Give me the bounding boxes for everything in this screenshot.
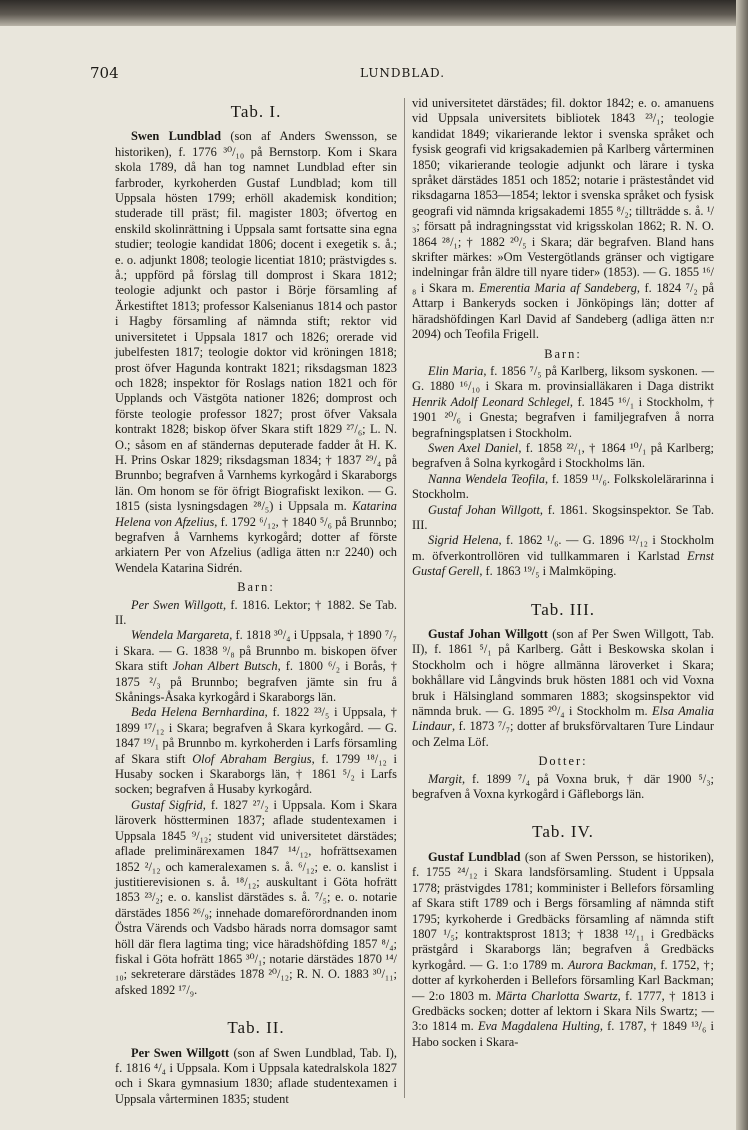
text-run: , f. 1861. Skogsinspektor. Se Tab. III.	[412, 502, 714, 532]
text-run: , f. 1899 ⁷/₄ på Voxna bruk, † där 1900 ⁵/₃; begrafven å Voxna kyrkogård i Gäfleborgs län.	[412, 771, 714, 802]
person-name: Swen Lundblad	[131, 129, 221, 144]
text-run: , f. 1822 ²³/₅ i Uppsala, † 1899 ¹⁷/₁₂ i Skara; begrafven å Skara kyrkogård. — G. 1847 ¹⁹/₁ på Brunnbo m. kyrkoherden i Larfs församling af Skara stift	[115, 705, 397, 766]
italic-name: Aurora Backman	[567, 957, 654, 972]
text-run: , f. 1799 ¹⁸/₁₂ i Husaby socken i Skaraborgs län, † 1861 ⁵/₂ i Larfs socken; begrafven å Husaby kyrkogård.	[115, 751, 397, 797]
text-run: , f. 1824 ⁷/₂ på Attarp i Bankeryds socken i Jönköpings län; dotter af häradshöfdingen Karl David af Sandeberg (adliga ätten n:r 2094) och Teofila Frigell.	[412, 280, 715, 342]
child-entry	[115, 798, 397, 998]
italic-name: Margit	[428, 771, 462, 786]
text-run: , f. 1792 ⁶/₁₂, † 1840 ⁵/₆ på Brunnbo; begrafven å Varnhems kyrkogård; dotter af förste arkiatern Per von Afzelius (adliga ätten n:r 2240) och Wendela Katarina Sidrén.	[115, 514, 397, 575]
right-column	[412, 96, 714, 1050]
italic-name: Märta Charlotta Swartz	[495, 988, 618, 1003]
text-run: (son af Swen Persson, se historiken), f. 1755 ²⁴/₁₂ i Skara landsförsamling. Student i Uppsala 1778; prästvigdes 1781; komminister i Bellefors församling af Skara stift 1789 och i Bergs församling af nämnda stift 1795; kyrkoherde i Gredbäcks församling af nämnda stift 1807 ¹/₅; kontraktsprost 1813; † 1838 ¹²/₁₁ i Gredbäcks prästgård i Skaraborgs län; begrafven å Gredbäcks kyrkogård. — G. 1:o 1789 m.	[412, 849, 714, 972]
text-run: , f. 1827 ²⁷/₂ i Uppsala. Kom i Skara läroverk höstterminen 1837; aflade studentexamen i Uppsala 1845 ⁹/₁₂; student vid universitetet därstädes; aflade preliminärexamen 1847 ¹⁴/₁₂, hofrättsexamen 1852 ²/₁₂ och kameralexamen s. å. ⁶/₁₂; e. o. kanslist i justitierevisionen s. å. ¹⁸/₁₂; auskultant i Göta hofrätt 1853 ²³/₂; e. o. kanslist därstädes s. å. ⁷/₅; e. o. notarie därstädes 1856 ²⁶/₉; innehade domareförordnanden inom Östra Värends och Vadsbo härads norra domsagor samt höll där flera lagtima ting; vice häradshöfding 1857 ⁸/₄; fiskal i Göta hofrätt 1865 ³⁰/₁; notarie därstädes 1870 ¹⁴/₁₀; sekreterare därstädes 1878 ²⁰/₁₂; R. N. O. 1883 ³⁰/₁₁; afsked 1892 ¹⁷/₉.	[115, 797, 397, 997]
children-label: Barn:	[237, 580, 275, 595]
text-run: (son af Per Swen Willgott, Tab. II), f. 1861 ⁵/₁ på Karlberg. Gått i Beskowska skolan i Stockholm och i högre allmänna läroverket i Skara; bokhållare vid Långvinds bruk hösten 1881 och vid Voxna bruk i Hälsingland sommaren 1883; skogsinspektor vid nämnda bruk. — G. 1895 ²⁰/₄ i Stockholm m.	[412, 627, 714, 719]
italic-name: Per Swen Willgott	[131, 597, 223, 612]
tab-heading: Tab. IV.	[532, 822, 594, 842]
child-entry	[412, 772, 714, 803]
text-run: , f. 1862 ¹/₆. — G. 1896 ¹²/₁₂ i Stockholm m. öfverkontrollören vid tullkammaren i Karlstad	[412, 533, 714, 563]
page-top-edge	[0, 0, 748, 26]
running-head: LUNDBLAD.	[360, 66, 446, 80]
entry-paragraph	[115, 129, 397, 576]
entry-paragraph	[115, 1046, 397, 1108]
text-run: , f. 1873 ⁷/₇; dotter af bruksförvaltaren Ture Lindaur och Zelma Löf.	[412, 719, 714, 749]
text-run: , f. 1777, † 1813 i Gredbäcks socken; dotter af lektorn i Skara Nils Swartz; — 3:o 1814 m.	[412, 988, 715, 1034]
child-entry	[412, 441, 714, 472]
italic-name: Gustaf Johan Willgott	[428, 502, 540, 517]
text-run: vid universitetet därstädes; fil. doktor 1842; e. o. amanuens vid Uppsala universitets bibliotek 1843 ²³/₁; teologie kandidat 1849; vikarierande lektor i svenska språket och fysisk geografi vid krigsakademien på Karlberg vårterminen 1850; vikarierande teologie adjunkt och lärare i tyska språket därstädes 1851 och 1852; notarie i prästeståndet vid riksdagarna 1853—1854; lektor i svenska språket och fysisk geografi vid nämnda krigsakademi 1855 ⁸/₂; tillträdde s. å. ¹/₃; försatt på indragningsstat vid krigsskolan 1862; R. N. O. 1864 ²⁸/₁; † 1882 ²⁰/₅ i Skara; där begrafven. Bland hans skrifter märkes: »Om Vestergötlands gränser och vigtigare indelningar från äldre till nyare tider» (1853). — G. 1855 ¹⁶/₈ i Skara m.	[412, 96, 714, 295]
text-run: , f. 1859 ¹¹/₆. Folkskolelärarinna i Stockholm.	[412, 471, 714, 502]
italic-name: Henrik Adolf Leonard Schlegel	[412, 394, 570, 409]
person-name: Gustaf Johan Willgott	[428, 627, 548, 641]
book-spine-edge	[736, 0, 748, 1130]
italic-name: Johan Albert Butsch	[172, 659, 278, 674]
child-entry	[412, 364, 714, 441]
italic-name: Wendela Margareta	[131, 628, 230, 643]
tab-heading: Tab. II.	[227, 1018, 285, 1038]
italic-name: Swen Axel Daniel	[428, 440, 519, 455]
child-entry	[115, 598, 397, 629]
child-entry	[115, 628, 397, 705]
entry-paragraph	[412, 627, 714, 750]
text-run: , f. 1787, † 1849 ¹³/₆ i Habo socken i Skara-	[412, 1019, 714, 1049]
text-run: , f. 1858 ²²/₁, † 1864 ¹⁰/₁ på Karlberg; begrafven å Solna kyrkogård i Stockholms län.	[412, 440, 714, 471]
text-run: , f. 1863 ¹⁹/₅ i Malmköping.	[479, 564, 617, 579]
italic-name: Beda Helena Bernhardina	[131, 705, 265, 720]
continued-paragraph	[412, 96, 714, 343]
children-label: Barn:	[544, 346, 582, 361]
text-run: , f. 1800 ⁶/₂ i Borås, † 1875 ²/₃ på Brunnbo; begrafven jämte sin fru å Skånings-Åsaka kyrkogård i Skaraborgs län.	[115, 659, 397, 705]
italic-name: Gustaf Sigfrid	[131, 797, 203, 812]
italic-name: Ernst Gustaf Gerell	[412, 548, 714, 579]
italic-name: Katarina Helena von Afzelius	[115, 499, 397, 529]
entry-paragraph	[412, 850, 714, 1050]
text-run: , f. 1845 ¹⁶/₁ i Stockholm, † 1901 ²⁰/₆ i Gnesta; begrafven i familjegrafven å norra begrafningsplatsen i Stockholm.	[412, 394, 715, 440]
italic-name: Emerentia Maria af Sandeberg	[478, 280, 637, 295]
text-run: , f. 1818 ³⁰/₄ i Uppsala, † 1890 ⁷/₇ i Skara. — G. 1838 ⁹/₈ på Brunnbo m. biskopen öfver Skara stift	[115, 628, 397, 674]
italic-name: Olof Abraham Bergius	[192, 751, 312, 766]
column-divider	[404, 98, 405, 1098]
text-run: , f. 1752, †; dotter af kyrkoherden i Bellefors församling Karl Backman; — 2:o 1803 m.	[412, 957, 714, 1003]
text-run: , f. 1816. Lektor; † 1882. Se Tab. II.	[115, 597, 397, 627]
child-entry	[412, 533, 714, 579]
page-number: 704	[90, 64, 119, 82]
italic-name: Elsa Amalia Lindaur	[412, 704, 714, 734]
italic-name: Elin Maria	[428, 363, 484, 378]
person-name: Per Swen Willgott	[131, 1045, 230, 1060]
left-column	[115, 96, 397, 1107]
text-run: (son af Anders Swensson, se historiken), f. 1776 ³⁰/₁₀ på Bernstorp. Kom i Skara skola 1789, då han tog namnet Lundblad efter sin farbroder, kyrkoherden Gustaf Lundblad; kom till Uppsala hösten 1799; erhöll akademisk kondition; studerade till präst; fil. magister 1803; öfvertog en enskild skolinrättning i Uppsala samt fortsatte sina egna studier; teologie kandidat 1806; docent i exegetik s. å.; e. o. adjunkt 1808; teologie licentiat 1810; prästvigdes s. å.; uppförd på förslag till domprost i Skara 1812; teologie adjunkt och pastor i Börje församling af Ärkestiftet 1813; professor Kalsenianus 1814 och pastor i Hagby församling af nämnda stift; rektor vid universitetet i Uppsala 1817 och 1826; orerade vid jubelfesten 1817; teologie doktor vid kröningen 1818; prost öfver Hagunda kontrakt 1821; riksdagsman 1823 och 1828; inspektor för Roslags nation 1821 och för Upplands och Västgöta nationer 1826; domprost och förste teologie professor 1827; prost öfver Vaksala kontrakt 1828; biskop öfver Skara stift 1829 ²⁷/₆; L. N. O.; såsom en af ständernas deputerade fadder åt H. K. H. Prins Oskar 1829; riksdagsman 1834; † 1837 ²⁹/₄ på Brunnbo; begrafven å Varnhems kyrkogård i Skaraborgs län. Om honom se för öfrigt Biografiskt lexikon. — G. 1815 (sista lysningsdagen ²⁸/₅) i Uppsala m.	[115, 129, 397, 514]
daughter-label: Dotter:	[538, 754, 588, 769]
page-header	[90, 64, 710, 86]
text-run: , f. 1856 ⁷/₅ på Karlberg, liksom syskonen. — G. 1880 ¹⁶/₁₀ i Skara m. provinsialläkaren i Daga distrikt	[412, 363, 714, 394]
tab-heading: Tab. III.	[531, 599, 595, 619]
child-entry	[115, 705, 397, 797]
tab-heading: Tab. I.	[230, 102, 282, 121]
italic-name: Sigrid Helena	[428, 533, 499, 548]
italic-name: Nanna Wendela Teofila	[428, 471, 545, 486]
person-name: Gustaf Lundblad	[428, 849, 521, 864]
text-run: (son af Swen Lundblad, Tab. I), f. 1816 ⁴/₄ i Uppsala. Kom i Uppsala katedralskola 1827 och i Skara gymnasium 1830; aflade studentexamen i Uppsala vårterminen 1835; student	[115, 1045, 397, 1106]
italic-name: Eva Magdalena Hulting	[477, 1019, 600, 1034]
child-entry	[412, 472, 714, 503]
child-entry	[412, 503, 714, 534]
